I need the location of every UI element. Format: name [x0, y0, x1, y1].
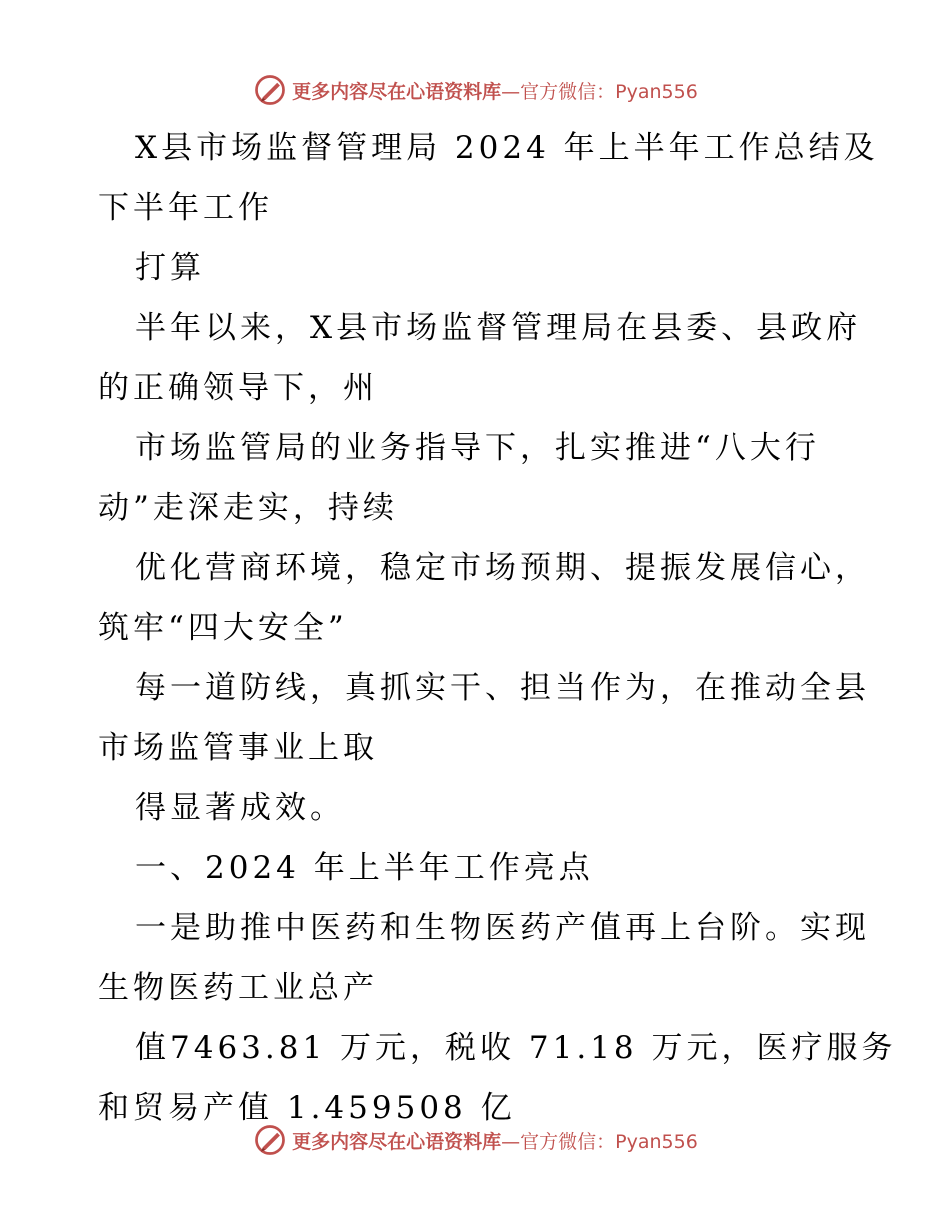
paragraph-line: 和贸易产值 1.459508 亿: [98, 1090, 516, 1126]
pen-circle-logo-icon: [252, 1122, 288, 1158]
title-line: X县市场监督管理局 2024 年上半年工作总结及: [135, 130, 879, 166]
paragraph-line: 动”走深走实，持续: [98, 490, 398, 526]
paragraph-line: 每一道防线，真抓实干、担当作为，在推动全县: [135, 670, 870, 706]
paragraph-line: 半年以来，X县市场监督管理局在县委、县政府: [135, 310, 862, 346]
document-body: [98, 118, 897, 1138]
watermark-brand: 更多内容尽在心语资料库: [292, 80, 502, 103]
watermark-contact: —官方微信：Pyan556: [501, 1130, 698, 1153]
header-watermark: [0, 70, 950, 110]
title-line: 打算: [135, 250, 205, 286]
paragraph-line: 的正确领导下，州: [98, 370, 378, 406]
paragraph-line: 生物医药工业总产: [98, 970, 378, 1006]
paragraph-line: 市场监管局的业务指导下，扎实推进“八大行: [135, 430, 820, 466]
paragraph-line: 优化营商环境，稳定市场预期、提振发展信心，: [135, 550, 870, 586]
paragraph-line: 值7463.81 万元，税收 71.18 万元，医疗服务: [135, 1030, 897, 1066]
section-heading: 一、2024 年上半年工作亮点: [135, 850, 594, 886]
paragraph-line: 一是助推中医药和生物医药产值再上台阶。实现: [135, 910, 870, 946]
footer-watermark: [0, 1120, 950, 1160]
watermark-contact: —官方微信：Pyan556: [501, 80, 698, 103]
watermark-brand: 更多内容尽在心语资料库: [292, 1130, 502, 1153]
pen-circle-logo-icon: [252, 72, 288, 108]
paragraph-line: 得显著成效。: [135, 790, 345, 826]
paragraph-line: 市场监管事业上取: [98, 730, 378, 766]
title-line: 下半年工作: [98, 190, 273, 226]
paragraph-line: 筑牢“四大安全”: [98, 610, 348, 646]
